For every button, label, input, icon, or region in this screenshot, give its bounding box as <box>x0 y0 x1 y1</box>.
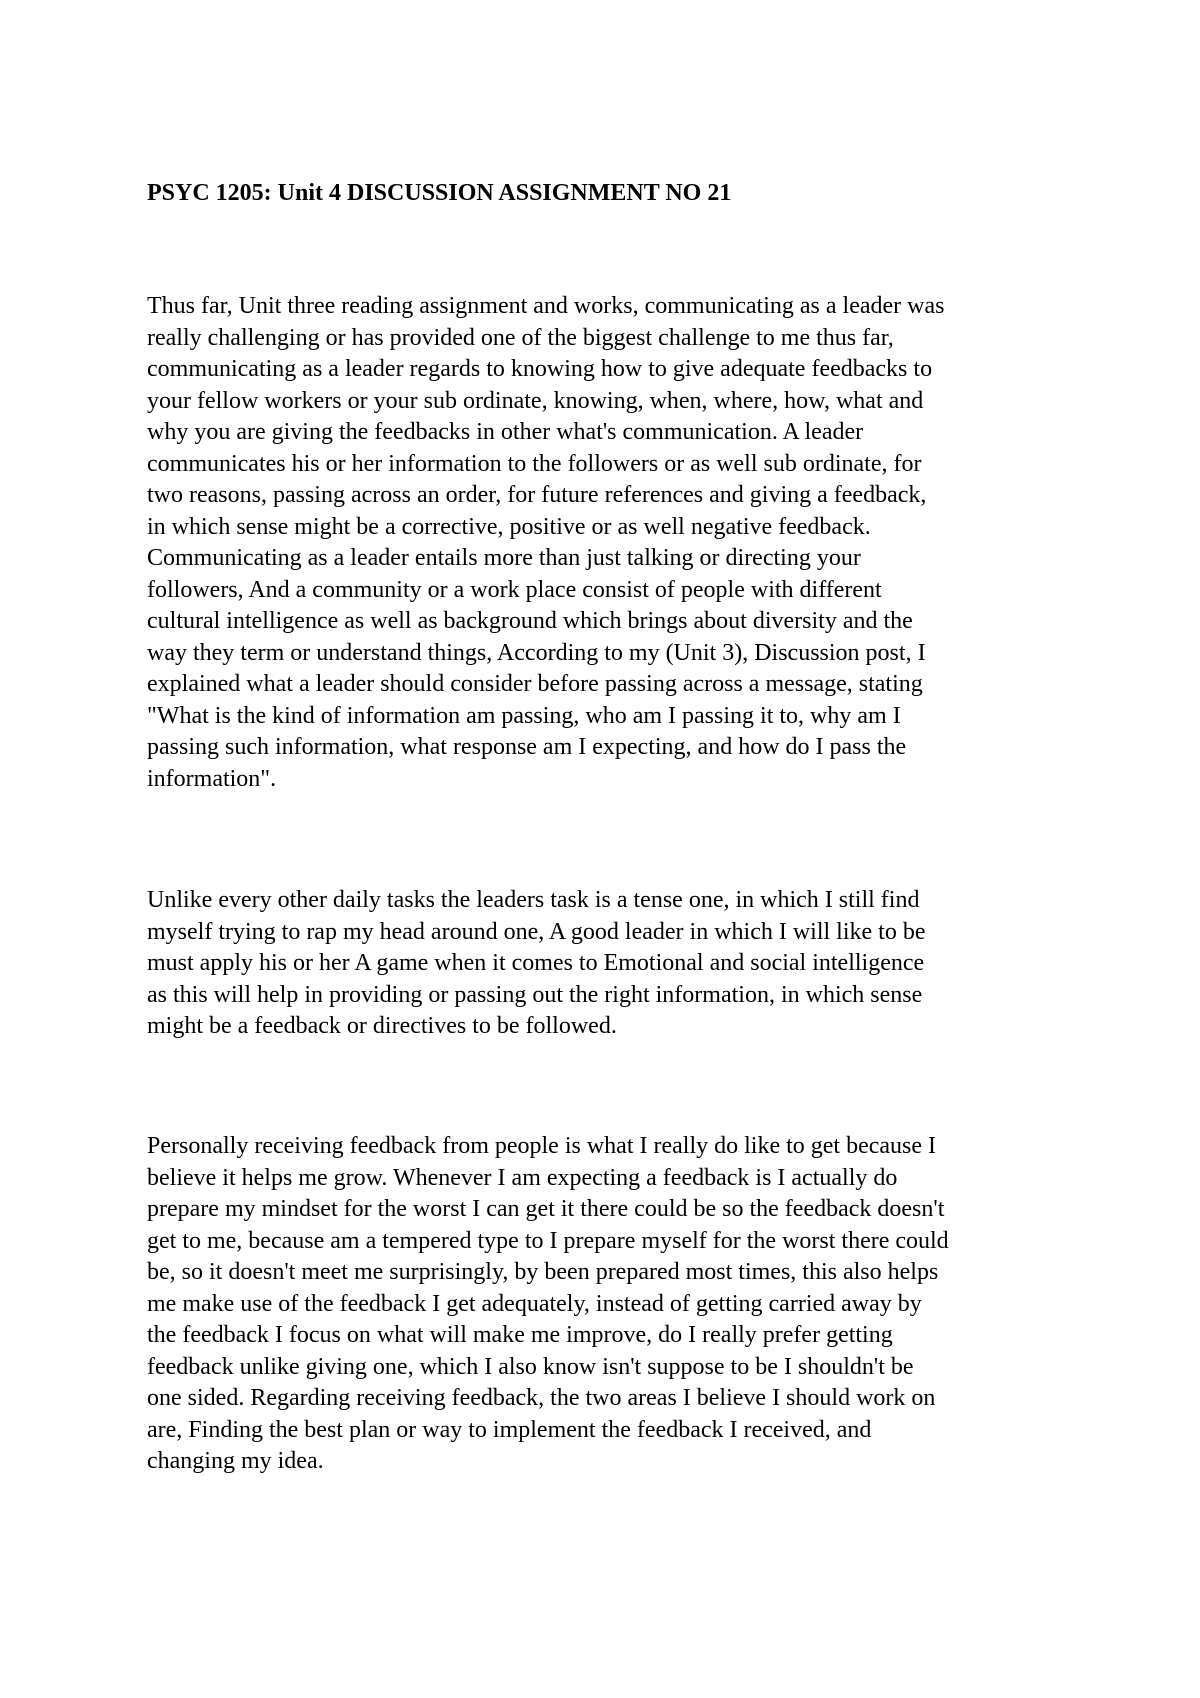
paragraph-1-line: Thus far, Unit three reading assignment and works, communicating as a leader was <box>147 293 945 319</box>
paragraph-3-line: be, so it doesn't meet me surprisingly, by been prepared most times, this also helps <box>147 1259 939 1285</box>
paragraph-1-line: in which sense might be a corrective, positive or as well negative feedback. <box>147 513 871 540</box>
paragraph-2-line: might be a feedback or directives to be followed. <box>147 1013 617 1039</box>
paragraph-1-line: cultural intelligence as well as background which brings about diversity and the <box>147 608 913 634</box>
paragraph-3-line: me make use of the feedback I get adequately, instead of getting carried away by <box>147 1290 922 1317</box>
paragraph-3-line: changing my idea. <box>147 1448 324 1474</box>
paragraph-1-line: way they term or understand things, According to my (Unit 3), Discussion post, I <box>147 639 926 666</box>
paragraph-3-line: Personally receiving feedback from people is what I really do like to get because I <box>147 1133 937 1159</box>
paragraph-1-line: why you are giving the feedbacks in other what's communication. A leader <box>147 419 864 445</box>
paragraph-1-line: communicates his or her information to the followers or as well sub ordinate, for <box>147 450 922 477</box>
paragraph-1-line: two reasons, passing across an order, for future references and giving a feedback, <box>147 482 927 508</box>
paragraph-1-line: really challenging or has provided one of the biggest challenge to me thus far, <box>147 324 894 351</box>
document-title: PSYC 1205: Unit 4 DISCUSSION ASSIGNMENT NO 21 <box>147 180 732 206</box>
paragraph-3-line: feedback unlike giving one, which I also know isn't suppose to be I shouldn't be <box>147 1353 914 1380</box>
paragraph-1-line: Communicating as a leader entails more than just talking or directing your <box>147 545 861 571</box>
paragraph-2-line: Unlike every other daily tasks the leaders task is a tense one, in which I still find <box>147 887 920 913</box>
paragraph-3-line: are, Finding the best plan or way to implement the feedback I received, and <box>147 1416 872 1443</box>
paragraph-1-line: followers, And a community or a work place consist of people with different <box>147 576 882 603</box>
paragraph-1 <box>147 291 1077 795</box>
paragraph-2-line: as this will help in providing or passing out the right information, in which sense <box>147 981 923 1008</box>
paragraph-2 <box>147 885 1077 1043</box>
paragraph-2-line: must apply his or her A game when it comes to Emotional and social intelligence <box>147 950 925 976</box>
paragraph-1-line: explained what a leader should consider before passing across a message, stating <box>147 671 923 697</box>
paragraph-3-line: one sided. Regarding receiving feedback, the two areas I believe I should work on <box>147 1385 936 1411</box>
paragraph-1-line: your fellow workers or your sub ordinate, knowing, when, where, how, what and <box>147 387 924 414</box>
paragraph-3-line: get to me, because am a tempered type to I prepare myself for the worst there could <box>147 1227 949 1254</box>
paragraph-1-line: information". <box>147 765 277 792</box>
paragraph-1-line: communicating as a leader regards to knowing how to give adequate feedbacks to <box>147 356 933 382</box>
paragraph-1-line: passing such information, what response am I expecting, and how do I pass the <box>147 734 907 760</box>
paragraph-3 <box>147 1131 1077 1478</box>
paragraph-3-line: believe it helps me grow. Whenever I am expecting a feedback is I actually do <box>147 1164 898 1191</box>
paragraph-3-line: the feedback I focus on what will make me improve, do I really prefer getting <box>147 1322 893 1348</box>
paragraph-2-line: myself trying to rap my head around one, A good leader in which I will like to be <box>147 918 926 945</box>
paragraph-1-line: "What is the kind of information am passing, who am I passing it to, why am I <box>147 702 901 729</box>
paragraph-3-line: prepare my mindset for the worst I can get it there could be so the feedback doesn't <box>147 1196 945 1222</box>
